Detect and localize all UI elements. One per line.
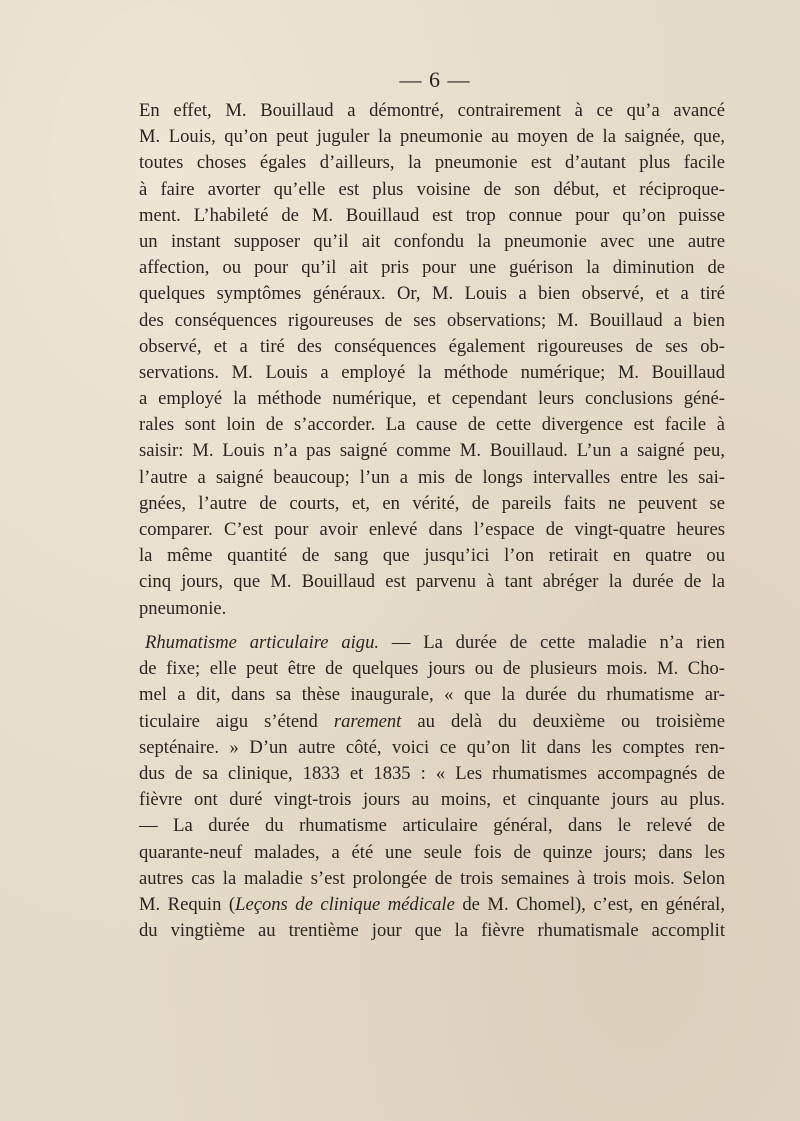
text-fragment: de M. Chomel), c’est, en général, — [454, 893, 725, 915]
text-line — [139, 892, 725, 918]
text-line: fièvre ont duré vingt-trois jours au moins, et cinquante jours au plus. — [139, 789, 725, 811]
text-line: affection, ou pour qu’il ait pris pour une guérison la diminution de — [139, 257, 725, 279]
text-line: En effet, M. Bouillaud a démontré, contrairement à ce qu’a avancé — [139, 100, 725, 121]
book-title: Leçons de clinique médicale — [235, 893, 455, 915]
text-line: observé, et a tiré des conséquences également rigoureuses de ses ob- — [139, 335, 725, 357]
text-line: comparer. C’est pour avoir enlevé dans l’espace de vingt-quatre heures — [139, 519, 725, 540]
text-line: septénaire. » D’un autre côté, voici ce qu’on lit dans les comptes ren- — [139, 736, 725, 758]
text-fragment: ticulaire aigu s’étend — [139, 710, 334, 732]
paragraph-bouillaud-pneumonia — [139, 98, 725, 622]
paragraph-rhumatisme — [139, 630, 725, 944]
text-line: du vingtième au trentième jour que la fièvre rhumatismale accomplit — [139, 920, 725, 942]
text-fragment: au delà du deuxième ou troisième — [401, 710, 725, 732]
text-line: M. Louis, qu’on peut juguler la pneumonie au moyen de la saignée, que, — [139, 126, 725, 148]
text-line: la même quantité de sang que jusqu’ici l’on retirait en quatre ou — [139, 545, 725, 567]
text-line: pneumonie. — [139, 597, 227, 619]
text-line: un instant supposer qu’il ait confondu la pneumonie avec une autre — [139, 230, 725, 252]
text-line: quelques symptômes généraux. Or, M. Louis a bien observé, et a tiré — [139, 283, 725, 305]
text-line: l’autre a saigné beaucoup; l’un a mis de longs intervalles entre les sai- — [139, 466, 725, 488]
text-line: — La durée du rhumatisme articulaire général, dans le relevé de — [139, 815, 725, 837]
text-line: saisir: M. Louis n’a pas saigné comme M. Bouillaud. L’un a saigné peu, — [139, 440, 725, 462]
text-line: autres cas la maladie s’est prolongée de trois semaines à trois mois. Selon — [139, 867, 725, 889]
text-fragment: — La durée de cette maladie n’a rien — [379, 632, 725, 653]
text-line: a employé la méthode numérique, et cependant leurs conclusions géné- — [139, 388, 725, 410]
text-line: ment. L’habileté de M. Bouillaud est trop connue pour qu’on puisse — [139, 204, 725, 226]
section-heading: Rhumatisme articulaire aigu. — [145, 632, 380, 653]
text-line: toutes choses égales d’ailleurs, la pneumonie est d’autant plus facile — [139, 152, 725, 174]
text-line: servations. M. Louis a employé la méthode numérique; M. Bouillaud — [139, 361, 725, 383]
text-line: de fixe; elle peut être de quelques jours ou de plusieurs mois. M. Cho- — [139, 658, 725, 680]
page-number: — 6 — — [399, 67, 471, 92]
text-line: rales sont loin de s’accorder. La cause de cette divergence est facile à — [139, 414, 725, 436]
text-line — [139, 709, 725, 735]
text-line: mel a dit, dans sa thèse inaugurale, « que la durée du rhumatisme ar- — [139, 684, 725, 706]
text-fragment: M. Requin ( — [139, 893, 236, 915]
text-line: à faire avorter qu’elle est plus voisine de son début, et réciproque- — [139, 178, 725, 200]
text-line: cinq jours, que M. Bouillaud est parvenu à tant abréger la durée de la — [139, 571, 725, 593]
emphasis-rarement: rarement — [333, 710, 402, 732]
text-line: quarante-neuf malades, a été une seule fois de quinze jours; dans les — [139, 841, 725, 863]
text-line: gnées, l’autre de courts, et, en vérité, de pareils faits ne peuvent se — [139, 492, 725, 514]
text-line: dus de sa clinique, 1833 et 1835 : « Les rhumatismes accompagnés de — [139, 762, 725, 784]
text-line: des conséquences rigoureuses de ses observations; M. Bouillaud a bien — [139, 309, 725, 331]
text-line — [139, 630, 725, 656]
